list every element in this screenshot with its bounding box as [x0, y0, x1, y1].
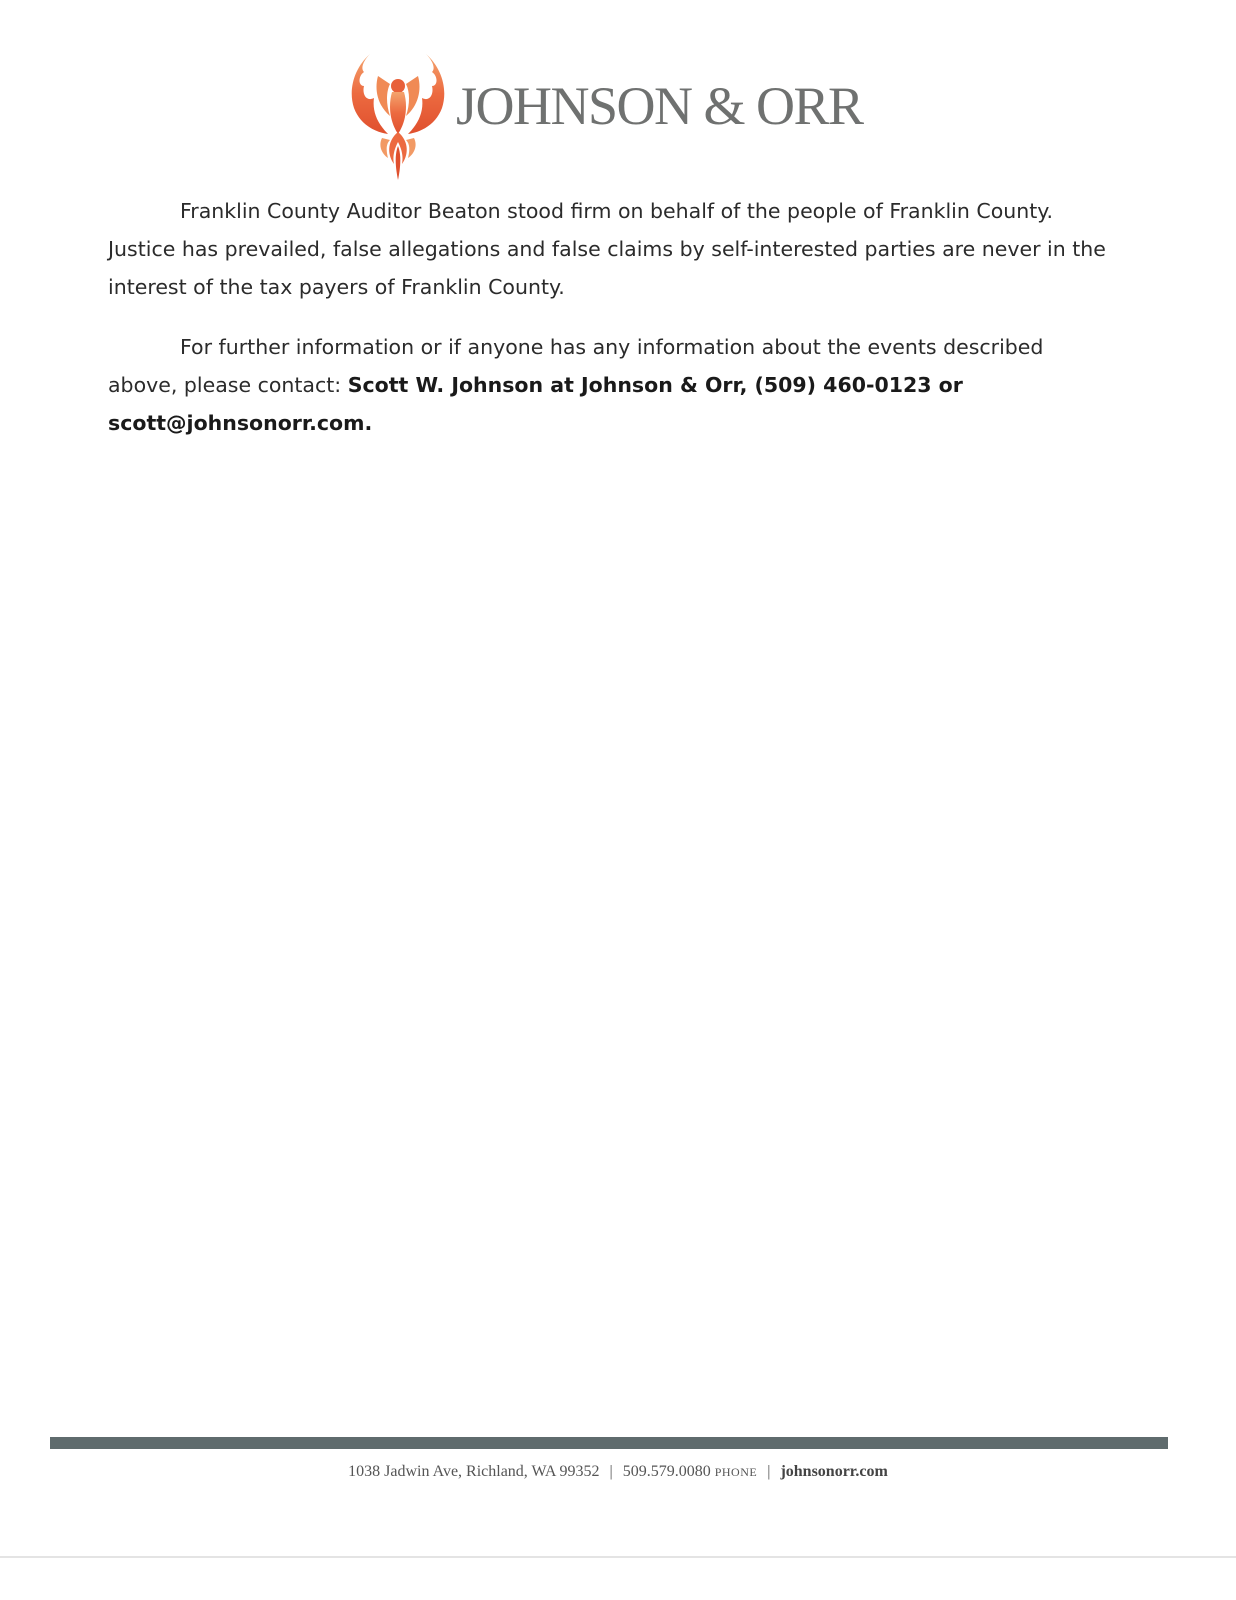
page-bottom-edge — [0, 1556, 1236, 1558]
footer-separator: | — [609, 1463, 613, 1480]
paragraph-statement: Franklin County Auditor Beaton stood firm on behalf of the people of Franklin County. Justice has prevailed, false allegations and false claims by self-interested parties are never in the interest of the tax payers of Franklin County. — [108, 199, 1106, 299]
footer-website: johnsonorr.com — [780, 1463, 888, 1480]
contact-intro: For further information or if anyone has any information about the events described above, please contact: — [108, 335, 1044, 397]
letter-body — [108, 192, 1108, 464]
footer-rule — [50, 1437, 1168, 1449]
contact-details: Scott W. Johnson at Johnson & Orr, (509) 460-0123 or scott@johnsonorr.com. — [108, 373, 963, 435]
phoenix-icon — [348, 46, 448, 182]
footer — [0, 1463, 1236, 1481]
firm-name: JOHNSON & ORR — [456, 76, 863, 136]
footer-separator: | — [767, 1463, 771, 1480]
letterhead — [348, 46, 888, 186]
footer-phone: 509.579.0080 — [622, 1463, 711, 1480]
footer-address: 1038 Jadwin Ave, Richland, WA 99352 — [348, 1463, 600, 1480]
footer-phone-label: PHONE — [714, 1465, 758, 1479]
paragraph-contact — [108, 328, 1108, 442]
